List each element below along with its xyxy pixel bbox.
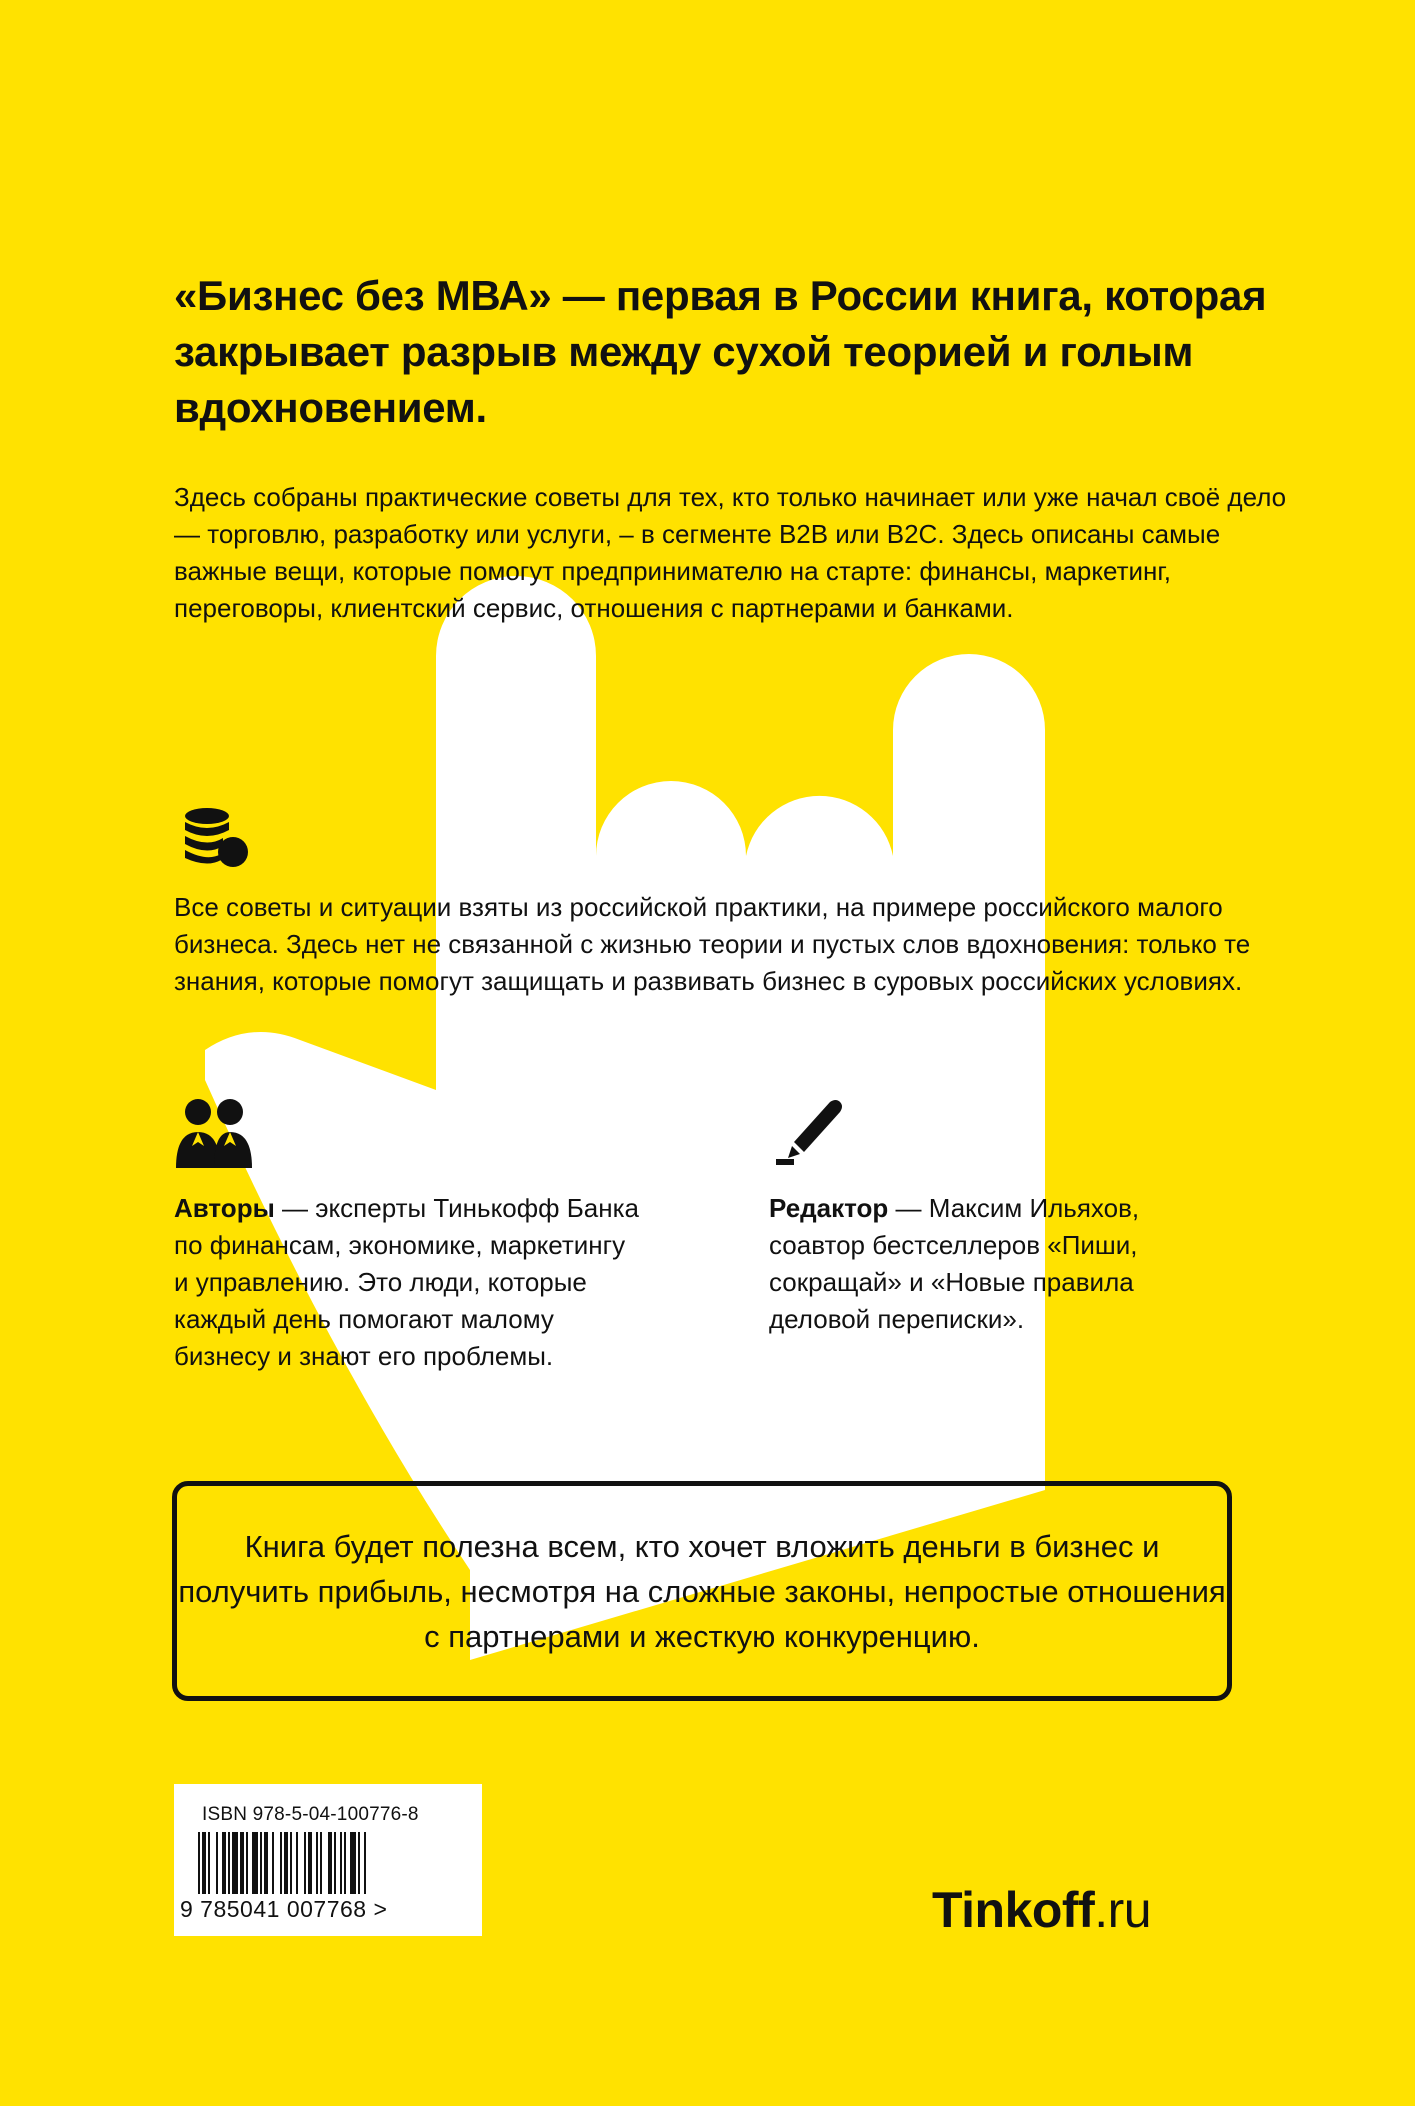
brand-domain: .ru — [1094, 1882, 1152, 1938]
editor-paragraph — [769, 1190, 1219, 1338]
intro-paragraph: Здесь собраны практические советы для тех, кто только начинает или уже начал своё дело — торговлю, разработку или услуги, – в сегменте В2В или В2С. Здесь описаны самые важные вещи, которые помогут предпринимателю на старте: финансы, маркетинг, переговоры, клиентский сервис, отношения с партнерами и банками. — [174, 482, 1287, 623]
authors-lead: Авторы — [174, 1193, 275, 1223]
isbn-barcode — [174, 1784, 482, 1936]
headline: «Бизнес без МВА» — первая в России книга, которая закрывает разрыв между сухой теорией и голым вдохновением. — [174, 272, 1267, 431]
authors-text: — эксперты Тинькофф Банка по финансам, экономике, маркетингу и управлению. Это люди, которые каждый день помогают малому бизнесу и знают его проблемы. — [174, 1193, 639, 1371]
pen-icon — [774, 1096, 846, 1166]
summary-box — [172, 1481, 1232, 1701]
summary-text: Книга будет полезна всем, кто хочет вложить деньги в бизнес и получить прибыль, несмотря на сложные законы, непростые отношения с партнерами и жесткую конкуренцию. — [178, 1528, 1226, 1654]
brand-name: Tinkoff — [932, 1882, 1095, 1938]
coins-icon — [183, 808, 249, 868]
people-icon — [176, 1098, 252, 1168]
isbn-label: ISBN 978-5-04-100776-8 — [202, 1804, 419, 1825]
isbn-digits: 9 785041 007768 > — [180, 1896, 388, 1922]
authors-paragraph — [174, 1190, 644, 1375]
brand-logo — [932, 1880, 1151, 1940]
editor-text: — Максим Ильяхов, соавтор бестселлеров «Пиши, сокращай» и «Новые правила деловой переписки». — [769, 1193, 1140, 1334]
practice-paragraph: Все советы и ситуации взяты из российской практики, на примере российского малого бизнеса. Здесь нет не связанной с жизнью теории и пустых слов вдохновения: только те знания, которые помогут защищать и развивать бизнес в суровых российских условиях. — [174, 892, 1251, 996]
editor-lead: Редактор — [769, 1193, 889, 1223]
